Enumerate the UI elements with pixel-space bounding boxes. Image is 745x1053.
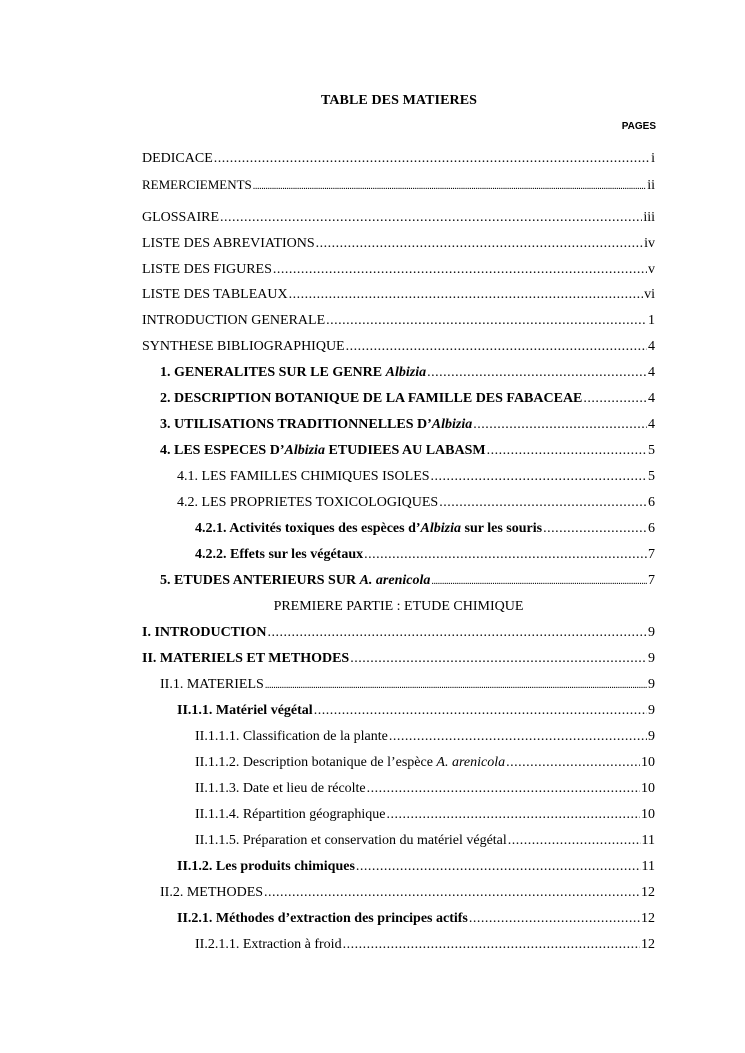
toc-page: 5 <box>648 443 655 458</box>
toc-page: 7 <box>648 547 655 562</box>
dot-leader <box>253 176 646 197</box>
toc-label: II.1.1.1. Classification de la plante <box>195 729 388 744</box>
toc-page: 11 <box>641 859 655 874</box>
toc-page: 6 <box>648 521 655 536</box>
toc-entry-introduction-generale[interactable] <box>142 311 655 331</box>
toc-entry-description-espece[interactable] <box>142 753 655 773</box>
dot-leader <box>387 805 640 825</box>
toc-label: SYNTHESE BIBLIOGRAPHIQUE <box>142 339 345 354</box>
toc-page: 9 <box>648 677 655 692</box>
dot-leader <box>427 363 647 383</box>
toc-entry-abreviations[interactable] <box>142 234 655 254</box>
dot-leader <box>346 337 647 357</box>
toc-label: 4.2.1. Activités toxiques des espèces d’Albizia sur les souris <box>195 521 543 536</box>
toc-label: LISTE DES TABLEAUX <box>142 287 288 302</box>
toc-page: iv <box>644 236 655 251</box>
dot-leader <box>487 441 647 461</box>
toc-entry-dedicace[interactable] <box>142 149 655 169</box>
dot-leader <box>356 857 641 877</box>
toc-entry-etudes-anterieurs[interactable] <box>142 571 655 591</box>
toc-entry-tableaux[interactable] <box>142 285 655 305</box>
toc-label: II.2. METHODES <box>160 885 264 900</box>
toc-page: ii <box>647 178 655 193</box>
dot-leader <box>220 208 642 228</box>
toc-page: 5 <box>648 469 655 484</box>
toc-label: II.1.1.5. Préparation et conservation du matériel végétal <box>195 833 507 848</box>
toc-page: 12 <box>641 937 655 952</box>
dot-leader <box>314 701 647 721</box>
toc-entry-utilisations[interactable] <box>142 415 655 435</box>
toc-page: 9 <box>648 625 655 640</box>
toc-label: 4.2.2. Effets sur les végétaux <box>195 547 364 562</box>
toc-page: 9 <box>648 729 655 744</box>
toc-page: 4 <box>648 365 655 380</box>
toc-label: II.1. MATERIELS <box>160 677 264 692</box>
dot-leader <box>473 415 647 435</box>
toc-label: II.1.1.2. Description botanique de l’espèce A. arenicola <box>195 755 506 770</box>
toc-label: LISTE DES ABREVIATIONS <box>142 236 315 251</box>
toc-page: 12 <box>641 911 655 926</box>
dot-leader <box>326 311 647 331</box>
toc-entry-methodes[interactable] <box>142 883 655 903</box>
toc-entry-remerciements[interactable] <box>142 175 655 195</box>
toc-page: v <box>648 262 655 277</box>
toc-page: 11 <box>641 833 655 848</box>
toc-entry-proprietes[interactable] <box>142 493 655 513</box>
toc-label: I. INTRODUCTION <box>142 625 267 640</box>
toc-page: 4 <box>648 417 655 432</box>
toc-page: iii <box>643 210 655 225</box>
toc-entry-figures[interactable] <box>142 260 655 280</box>
dot-leader <box>214 149 650 169</box>
dot-leader <box>583 389 647 409</box>
toc-page: 10 <box>641 807 655 822</box>
dot-leader <box>289 285 643 305</box>
toc-label: II.2.1.1. Extraction à froid <box>195 937 342 952</box>
toc-label: II.2.1. Méthodes d’extraction des principes actifs <box>177 911 468 926</box>
dot-leader <box>389 727 647 747</box>
toc-label: 5. ETUDES ANTERIEURS SUR A. arenicola <box>160 573 431 588</box>
toc-label: II.1.2. Les produits chimiques <box>177 859 355 874</box>
dot-leader <box>364 545 647 565</box>
toc-entry-familles-chimiques[interactable] <box>142 467 655 487</box>
dot-leader <box>343 935 640 955</box>
toc-entry-description-botanique[interactable] <box>142 389 655 409</box>
toc-entry-date-lieu[interactable] <box>142 779 655 799</box>
dot-leader <box>431 467 647 487</box>
toc-page: 7 <box>648 573 655 588</box>
toc-entry-classification[interactable] <box>142 727 655 747</box>
dot-leader <box>439 493 647 513</box>
toc-entry-synthese[interactable] <box>142 337 655 357</box>
toc-entry-effets-vegetaux[interactable] <box>142 545 655 565</box>
toc-entry-methodes-extraction[interactable] <box>142 909 655 929</box>
toc-entry-activites-toxiques[interactable] <box>142 519 655 539</box>
toc-entry-repartition[interactable] <box>142 805 655 825</box>
toc-entry-glossaire[interactable] <box>142 208 655 228</box>
dot-leader <box>273 260 647 280</box>
toc-page: 12 <box>641 885 655 900</box>
toc-page: 4 <box>648 339 655 354</box>
dot-leader <box>469 909 640 929</box>
toc-label: 3. UTILISATIONS TRADITIONNELLES D’Albizia <box>160 417 473 432</box>
part-heading: PREMIERE PARTIE : ETUDE CHIMIQUE <box>273 599 524 614</box>
toc-label: 2. DESCRIPTION BOTANIQUE DE LA FAMILLE DES FABACEAE <box>160 391 583 406</box>
dot-leader <box>367 779 640 799</box>
dot-leader <box>264 883 640 903</box>
dot-leader <box>350 649 647 669</box>
toc-entry-preparation[interactable] <box>142 831 655 851</box>
toc-page: 9 <box>648 651 655 666</box>
toc-page: vi <box>644 287 655 302</box>
toc-label: 4.2. LES PROPRIETES TOXICOLOGIQUES <box>177 495 439 510</box>
toc-entry-materiels-methodes[interactable] <box>142 649 655 669</box>
toc-label: II.1.1.3. Date et lieu de récolte <box>195 781 366 796</box>
dot-leader <box>267 623 647 643</box>
dot-leader <box>506 753 640 773</box>
toc-label: INTRODUCTION GENERALE <box>142 313 326 328</box>
dot-leader <box>316 234 643 254</box>
toc-label: REMERCIEMENTS <box>142 177 252 192</box>
page-title: TABLE DES MATIERES <box>320 93 478 108</box>
toc-label: GLOSSAIRE <box>142 210 220 225</box>
toc-label: LISTE DES FIGURES <box>142 262 272 277</box>
dot-leader <box>543 519 647 539</box>
toc-entry-extraction-froid[interactable] <box>142 935 655 955</box>
toc-entry-produits-chimiques[interactable] <box>142 857 655 877</box>
toc-entry-materiel-vegetal[interactable] <box>142 701 655 721</box>
toc-label: DEDICACE <box>142 151 213 166</box>
dot-leader <box>508 831 641 851</box>
toc-label: 4.1. LES FAMILLES CHIMIQUES ISOLES <box>177 469 430 484</box>
toc-label: 1. GENERALITES SUR LE GENRE Albizia <box>160 365 427 380</box>
toc-entry-generalites[interactable] <box>142 363 655 383</box>
toc-label: II.1.1. Matériel végétal <box>177 703 313 718</box>
toc-page: 10 <box>641 781 655 796</box>
toc-page: 6 <box>648 495 655 510</box>
dot-leader <box>431 571 647 592</box>
pages-column-header: PAGES <box>621 121 656 132</box>
toc-label: II.1.1.4. Répartition géographique <box>195 807 386 822</box>
toc-page: 10 <box>641 755 655 770</box>
toc-page: 9 <box>648 703 655 718</box>
toc-entry-introduction[interactable] <box>142 623 655 643</box>
toc-entry-especes[interactable] <box>142 441 655 461</box>
toc-page: 1 <box>648 313 655 328</box>
toc-page: i <box>651 151 655 166</box>
toc-label: 4. LES ESPECES D’Albizia ETUDIEES AU LABASM <box>160 443 486 458</box>
toc-page: 4 <box>648 391 655 406</box>
toc-entry-materiels[interactable] <box>142 675 655 695</box>
dot-leader <box>265 675 647 696</box>
toc-label: II. MATERIELS ET METHODES <box>142 651 350 666</box>
